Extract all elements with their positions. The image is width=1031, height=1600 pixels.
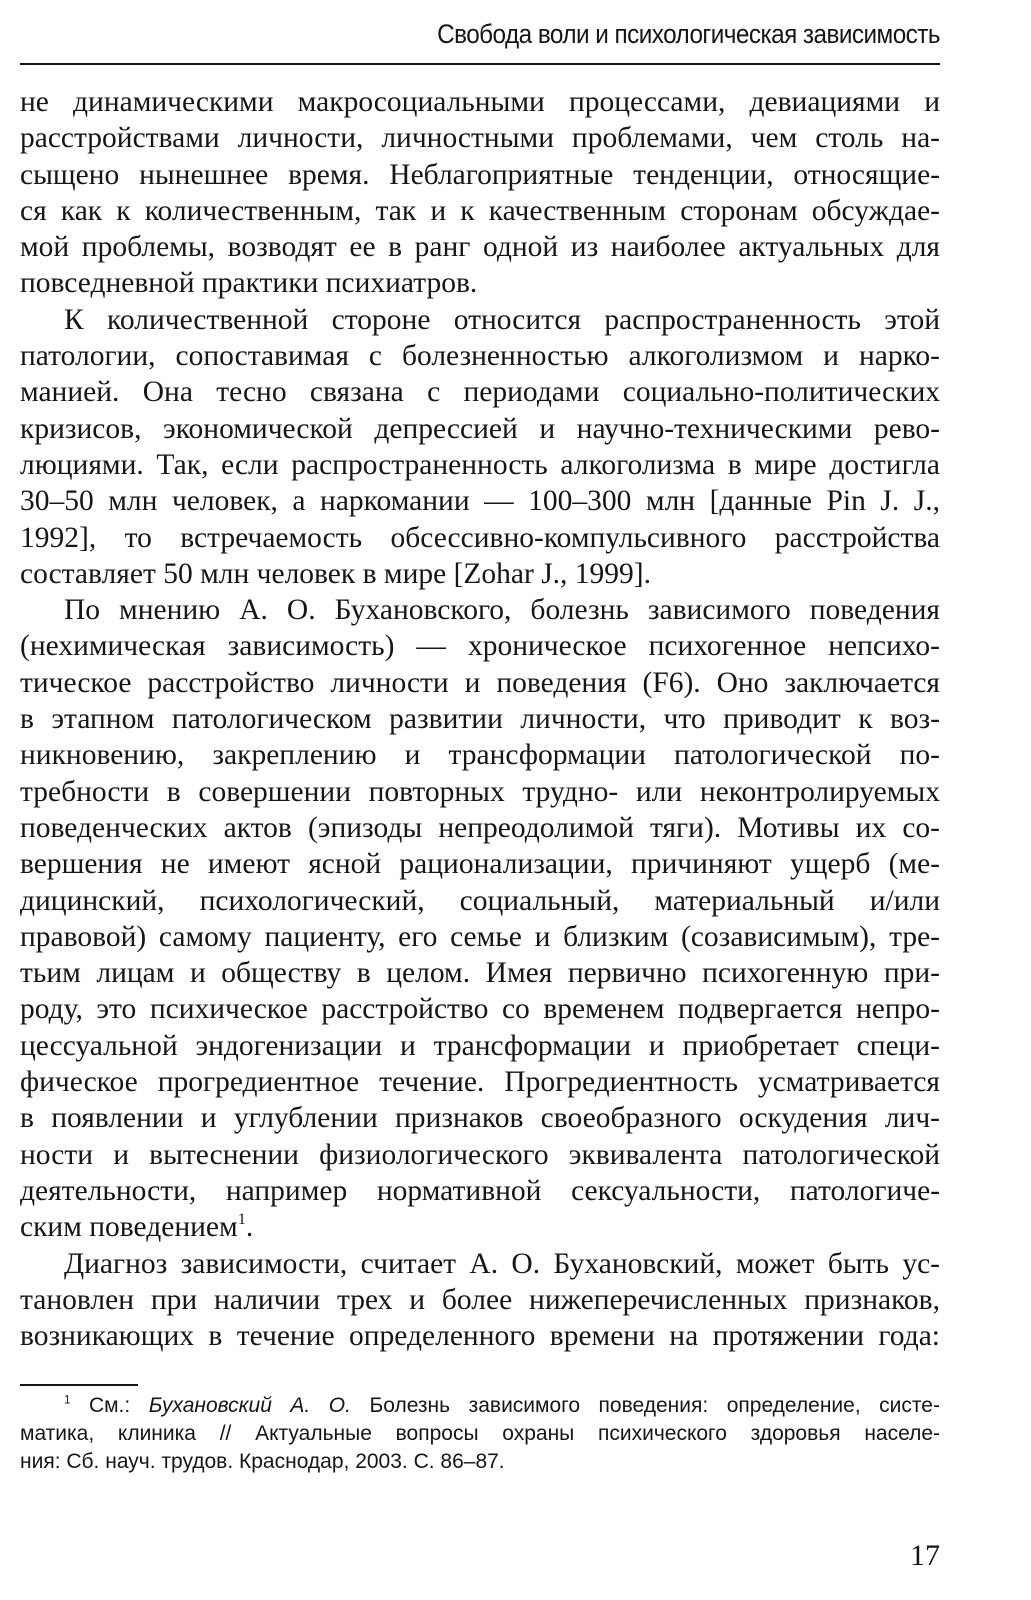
text-line: тьим лицам и обществу в целом. Имея первично психогенную при-: [20, 957, 940, 990]
text-line: тановлен при наличии трех и более нижеперечисленных признаков,: [20, 1283, 940, 1316]
footnote-mark: 1: [64, 1394, 71, 1407]
text-line: требности в совершении повторных трудно- или неконтролируемых: [20, 775, 940, 808]
text-line: в появлении и углублении признаков своеобразного оскудения лич-: [20, 1102, 940, 1135]
text-line: ся как к количественным, так и к качественным сторонам обсуждае-: [20, 194, 940, 227]
text-line: расстройствами личности, личностными проблемами, чем столь на-: [20, 122, 940, 155]
text-line: мой проблемы, возводят ее в ранг одной из наиболее актуальных для: [20, 231, 940, 264]
text-line: люциями. Так, если распространенность алкоголизма в мире достигла: [20, 448, 940, 481]
text-line-with-footnote: ским поведением$^1$.: [20, 1210, 254, 1244]
text-line: Диагноз зависимости, считает А. О. Бухановский, может быть ус-: [64, 1247, 940, 1280]
text-line: ским поведением: [20, 1211, 238, 1244]
footnote-title: Болезнь зависимого поведения: определение, систе-: [369, 1394, 940, 1417]
footnote-rule: [20, 1384, 138, 1386]
text-line: тическое расстройство личности и поведения (F6). Оно заключается: [20, 666, 940, 699]
text-line: составляет 50 млн человек в мире [Zohar J., 1999].: [20, 557, 652, 590]
body-text: [20, 84, 940, 1354]
text-line: роду, это психическое расстройство со временем подвергается непро-: [20, 993, 940, 1026]
footnote-line: ния: Сб. науч. трудов. Краснодар, 2003. С. 86–87.: [20, 1450, 505, 1473]
footnote: [20, 1392, 940, 1476]
text-line: никновению, закреплению и трансформации патологической по-: [20, 739, 940, 772]
text-line: возникающих в течение определенного времени на протяжении года:: [20, 1320, 940, 1353]
text-line: сыщено нынешнее время. Неблагоприятные тенденции, относящие-: [20, 158, 940, 191]
text-line: в этапном патологическом развитии личности, что приводит к воз-: [20, 703, 940, 736]
text-line: дицинский, психологический, социальный, материальный и/или: [20, 884, 940, 917]
text-line: По мнению А. О. Бухановского, болезнь зависимого поведения: [64, 594, 940, 627]
text-line: кризисов, экономической депрессией и научно-техническими рево-: [20, 412, 940, 445]
text-line: 1992], то встречаемость обсессивно-компульсивного расстройства: [20, 521, 940, 554]
text-line: ности и вытеснении физиологического эквивалента патологической: [20, 1138, 940, 1171]
text-line: (нехимическая зависимость) — хроническое психогенное непсихо-: [20, 630, 940, 663]
page-number: 17: [910, 1539, 940, 1572]
footnote-prefix: См.:: [88, 1394, 131, 1417]
text-line: патологии, сопоставимая с болезненностью алкоголизмом и нарко-: [20, 340, 940, 373]
text-line: правовой) самому пациенту, его семье и близким (созависимым), тре-: [20, 920, 940, 953]
text-line: повседневной практики психиатров.: [20, 267, 478, 300]
paragraph-1: [20, 84, 940, 302]
header-rule: [20, 63, 940, 65]
paragraph-3: [20, 592, 940, 1245]
paragraph-2: [20, 302, 940, 592]
text-line: манией. Она тесно связана с периодами социально-политических: [20, 376, 940, 409]
text-line: К количественной стороне относится распространенность этой: [64, 303, 940, 336]
text-line: вершения не имеют ясной рационализации, причиняют ущерб (ме-: [20, 848, 940, 881]
footnote-author: Бухановский А. О.: [148, 1394, 351, 1417]
paragraph-4: [20, 1246, 940, 1355]
running-head: Свобода воли и психологическая зависимость: [437, 19, 940, 49]
text-line: не динамическими макросоциальными процессами, девиациями и: [20, 86, 940, 118]
text-line: 30–50 млн человек, а наркомании — 100–300 млн [данные Pin J. J.,: [20, 485, 940, 518]
footnote-line: матика, клиника // Актуальные вопросы охраны психического здоровья населе-: [20, 1422, 940, 1445]
text-line: поведенческих актов (эпизоды непреодолимой тяги). Мотивы их со-: [20, 811, 940, 844]
text-line: цессуальной эндогенизации и трансформации и приобретает специ-: [20, 1029, 940, 1062]
footnote-reference[interactable]: 1: [237, 1210, 246, 1229]
footnote-line: [20, 1392, 940, 1420]
text-line: деятельности, например нормативной сексуальности, патологиче-: [20, 1174, 940, 1207]
text-line: фическое прогредиентное течение. Прогредиентность усматривается: [20, 1066, 940, 1099]
